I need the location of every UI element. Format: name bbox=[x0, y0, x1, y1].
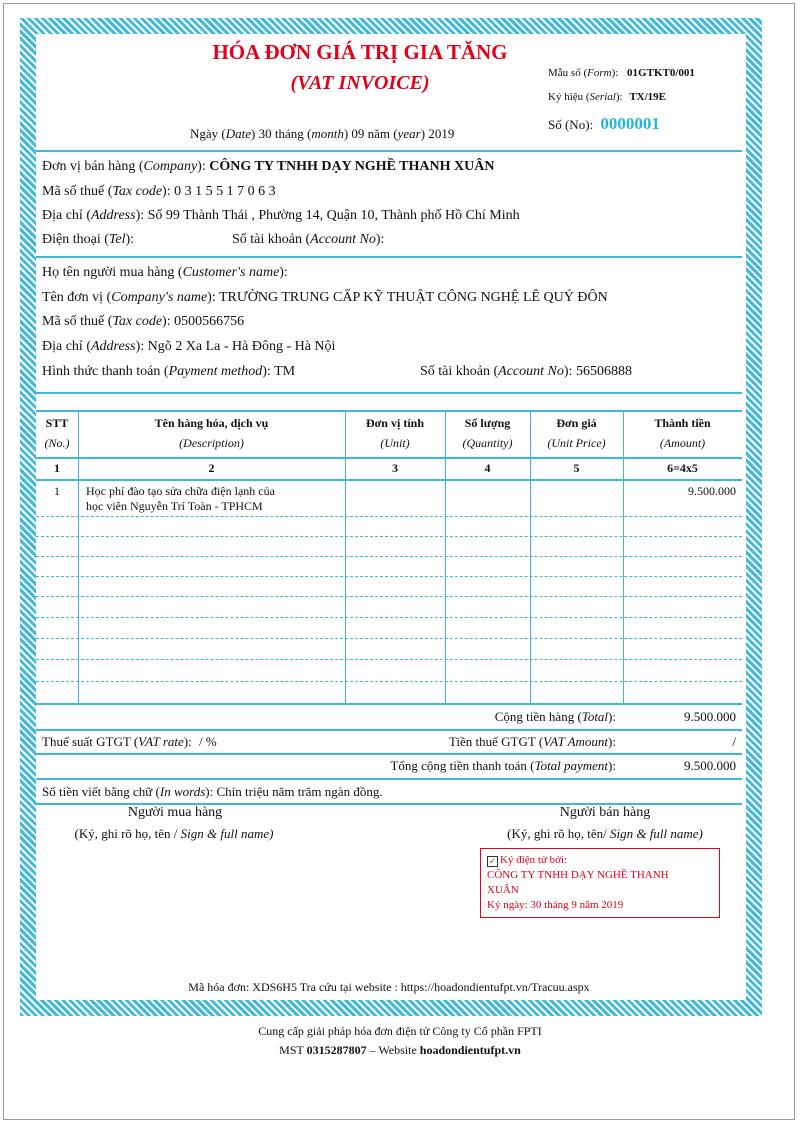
total-value: 9.500.000 bbox=[684, 709, 736, 724]
col-number: 1 bbox=[54, 461, 60, 475]
col-header-amount: Thành tiền (Amount) bbox=[654, 416, 711, 450]
invoice-title: HÓA ĐƠN GIÁ TRỊ GIA TĂNG bbox=[212, 40, 508, 64]
seller-address: Địa chỉ (Address): Số 99 Thành Thái , Phường 14, Quận 10, Thành phố Hồ Chí Minh bbox=[42, 208, 520, 223]
check-icon: ✓ bbox=[488, 856, 497, 866]
seller-tax-code: Mã số thuế (Tax code): 0 3 1 5 5 1 7 0 6 3 bbox=[42, 184, 276, 199]
divider bbox=[36, 256, 742, 258]
seller-company: Đơn vị bán hàng (Company): CÔNG TY TNHH DẠY NGHỀ THANH XUÂN bbox=[42, 159, 495, 174]
total-payment-label: Tổng cộng tiền thanh toán (Total payment): bbox=[390, 758, 616, 773]
buyer-address: Địa chỉ (Address): Ngõ 2 Xa La - Hà Đông - Hà Nội bbox=[42, 339, 336, 354]
seller-account: Số tài khoản (Account No): bbox=[232, 232, 385, 247]
seller-tel: Điện thoại (Tel): bbox=[42, 232, 135, 247]
item-amount: 9.500.000 bbox=[688, 484, 736, 498]
col-number: 2 bbox=[208, 461, 215, 475]
col-header-description: Tên hàng hóa, dịch vụ (Description) bbox=[154, 416, 269, 450]
vat-rate: Thuế suất GTGT (VAT rate): / % bbox=[42, 734, 217, 749]
provider-line: Cung cấp giải pháp hóa đơn điện tử Công ty Cổ phần FPTI bbox=[258, 1024, 542, 1038]
mst-line: MST 0315287807 – Website hoadondientufpt.vn bbox=[279, 1043, 521, 1057]
digital-signature-stamp: ✓ Ký điện tử bởi: CÔNG TY TNHH DẠY NGHỀ THANH XUÂN Ký ngày: 30 tháng 9 năm 2019 bbox=[480, 848, 720, 918]
row-divider bbox=[36, 638, 742, 639]
divider bbox=[36, 729, 742, 731]
table-bottom-line bbox=[36, 703, 742, 705]
form-number: Mẫu số (Form): 01GTKT0/001 bbox=[548, 67, 695, 79]
total-payment-value: 9.500.000 bbox=[684, 758, 736, 773]
row-divider bbox=[36, 536, 742, 537]
col-number: 3 bbox=[392, 461, 398, 475]
row-divider bbox=[36, 576, 742, 577]
divider bbox=[36, 150, 742, 152]
buyer-name: Họ tên người mua hàng (Customer's name): bbox=[42, 265, 288, 280]
vat-amount-label: Tiền thuế GTGT (VAT Amount): bbox=[448, 734, 616, 749]
invoice-lookup: Mã hóa đơn: XDS6H5 Tra cứu tại website : https://hoadondientufpt.vn/Tracuu.aspx bbox=[188, 980, 590, 994]
buyer-account: Số tài khoản (Account No): 56506888 bbox=[420, 364, 632, 379]
seller-signature-title: Người bán hàng bbox=[559, 805, 651, 820]
col-header-no: STT (No.) bbox=[44, 416, 70, 450]
buyer-payment-method: Hình thức thanh toán (Payment method): TM bbox=[42, 364, 296, 379]
buyer-tax-code: Mã số thuế (Tax code): 0500566756 bbox=[42, 314, 245, 329]
invoice-date: Ngày (Date) 30 tháng (month) 09 năm (year) 2019 bbox=[190, 126, 455, 141]
row-divider bbox=[36, 596, 742, 597]
invoice-number: Số (No): 0000001 bbox=[548, 114, 660, 133]
row-divider bbox=[36, 617, 742, 618]
divider bbox=[36, 392, 742, 394]
col-header-quantity: Số lượng (Quantity) bbox=[462, 416, 513, 450]
buyer-signature-hint: (Ký, ghi rõ họ, tên / Sign & full name) bbox=[74, 826, 274, 841]
buyer-company: Tên đơn vị (Company's name): TRƯỜNG TRUNG CẤP KỸ THUẬT CÔNG NGHỆ LÊ QUÝ ĐÔN bbox=[42, 290, 608, 305]
row-divider bbox=[36, 556, 742, 557]
divider bbox=[36, 753, 742, 755]
item-no: 1 bbox=[54, 484, 60, 498]
row-divider bbox=[36, 681, 742, 682]
serial-number: Ký hiệu (Serial): TX/19E bbox=[548, 91, 666, 103]
total-label: Cộng tiền hàng (Total): bbox=[494, 709, 616, 724]
table-top-line bbox=[36, 410, 742, 412]
divider bbox=[36, 778, 742, 780]
vat-amount-value: / bbox=[732, 734, 736, 749]
buyer-signature-title: Người mua hàng bbox=[127, 805, 223, 820]
seller-signature-hint: (Ký, ghi rõ họ, tên/ Sign & full name) bbox=[507, 826, 703, 841]
table-num-line bbox=[36, 479, 742, 481]
col-header-unit: Đơn vị tính (Unit) bbox=[366, 416, 424, 450]
col-number: 4 bbox=[484, 461, 491, 475]
amount-in-words: Số tiền viết bằng chữ (In words): Chín triệu năm trăm ngàn đồng. bbox=[42, 784, 383, 799]
col-number: 5 bbox=[573, 461, 580, 475]
item-description: Học phí đào tạo sửa chữa điện lạnh của học viên Nguyễn Trí Toàn - TPHCM bbox=[86, 484, 275, 513]
col-header-unit-price: Đơn giá (Unit Price) bbox=[547, 416, 606, 450]
row-divider bbox=[36, 516, 742, 517]
invoice-subtitle: (VAT INVOICE) bbox=[290, 72, 430, 94]
row-divider bbox=[36, 659, 742, 660]
col-number: 6=4x5 bbox=[667, 461, 698, 475]
